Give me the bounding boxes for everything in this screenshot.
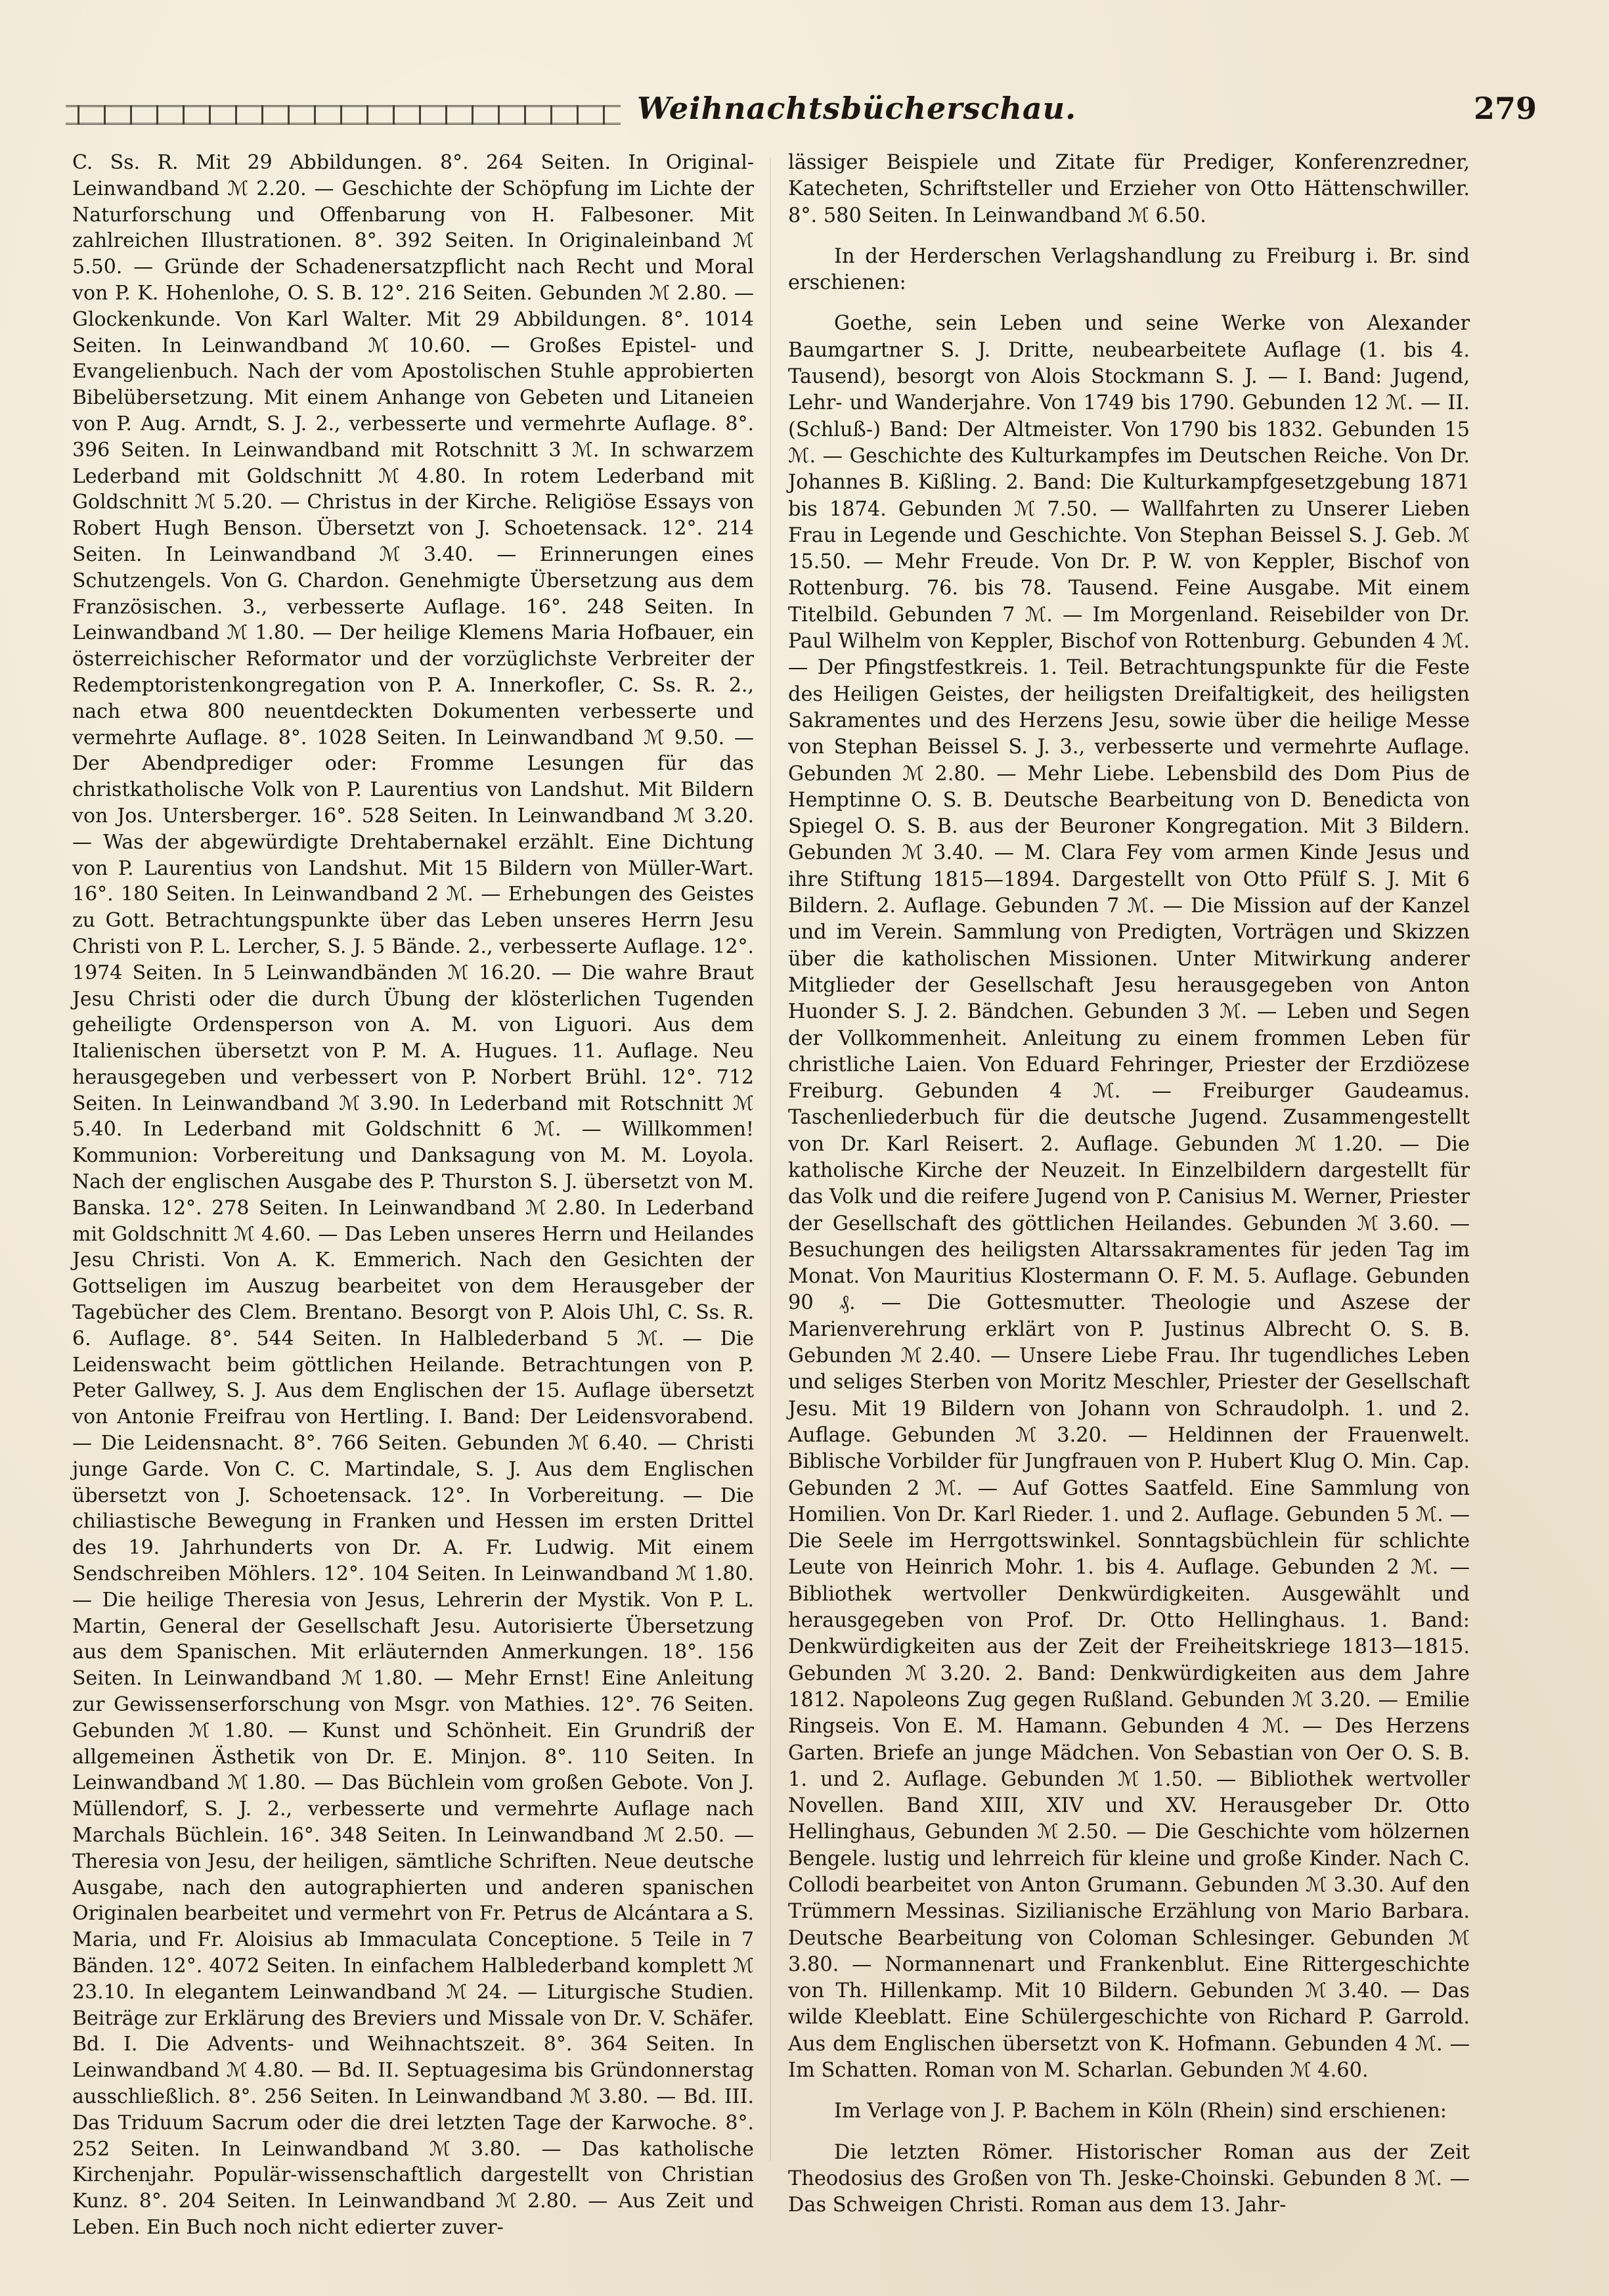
- right-paragraph: Goethe, sein Leben und seine Werke von Alexander Baumgartner S. J. Dritte, neubearbeitete Auflage (1. bis 4. Tausend), besorgt von Alois Stockmann S. J. — I. Band: Jugend, Lehr- und Wanderjahre. Von 1749 bis 1790. Gebunden 12 ℳ. — II. (Schluß-) Band: Der Altmeister. Von 1790 bis 1832. Gebunden 15 ℳ. — Geschichte des Kulturkampfes im Deutschen Reiche. Von Dr. Johannes B. Kißling. 2. Band: Die Kulturkampfgesetzgebung 1871 bis 1874. Gebunden ℳ 7.50. — Wallfahrten zu Unserer Lieben Frau in Legende und Geschichte. Von Stephan Beissel S. J. Geb. ℳ 15.50. — Mehr Freude. Von Dr. P. W. von Keppler, Bischof von Rottenburg. 76. bis 78. Tausend. Feine Ausgabe. Mit einem Titelbild. Gebunden 7 ℳ. — Im Morgenland. Reisebilder von Dr. Paul Wilhelm von Keppler, Bischof von Rottenburg. Gebunden 4 ℳ. — Der Pfingstfestkreis. 1. Teil. Betrachtungspunkte für die Feste des Heiligen Geistes, der heiligsten Dreifaltigkeit, des heiligsten Sakramentes und des Herzens Jesu, sowie über die heilige Messe von Stephan Beissel S. J. 3., verbesserte und vermehrte Auflage. Gebunden ℳ 2.80. — Mehr Liebe. Lebensbild des Dom Pius de Hemptinne O. S. B. Deutsche Bearbeitung von D. Benedicta von Spiegel O. S. B. aus der Beuroner Kongregation. Mit 3 Bildern. Gebunden ℳ 3.40. — M. Clara Fey vom armen Kinde Jesus und ihre Stiftung 1815—1894. Dargestellt von Otto Pfülf S. J. Mit 6 Bildern. 2. Auflage. Gebunden 7 ℳ. — Die Mission auf der Kanzel und im Verein. Sammlung von Predigten, Vorträgen und Skizzen über die katholischen Missionen. Unter Mitwirkung anderer Mitglieder der Gesellschaft Jesu herausgegeben von Anton Huonder S. J. 2. Bändchen. Gebunden 3 ℳ. — Leben und Segen der Vollkommenheit. Anleitung zu einem frommen Leben für christliche Laien. Von Eduard Fehringer, Priester der Erzdiözese Freiburg. Gebunden 4 ℳ. — Freiburger Gaudeamus. Taschenliederbuch für die deutsche Jugend. Zusammengestellt von Dr. Karl Reisert. 2. Auflage. Gebunden ℳ 1.20. — Die katholische Kirche der Neuzeit. In Einzelbildern dargestellt für das Volk und die reifere Jugend von P. Canisius M. Werner, Priester der Gesellschaft des göttlichen Heilandes. Gebunden ℳ 3.60. — Besuchungen des heiligsten Altarssakramentes für jeden Tag im Monat. Von Mauritius Klostermann O. F. M. 5. Auflage. Gebunden 90 ₰. — Die Gottesmutter. Theologie und Aszese der Marienverehrung erklärt von P. Justinus Albrecht O. S. B. Gebunden ℳ 2.40. — Unsere Liebe Frau. Ihr tugendliches Leben und seliges Sterben von Moritz Meschler, Priester der Gesellschaft Jesu. Mit 19 Bildern von Johann von Schraudolph. 1. und 2. Auflage. Gebunden ℳ 3.20. — Heldinnen der Frauenwelt. Biblische Vorbilder für Jungfrauen von P. Hubert Klug O. Min. Cap. Gebunden 2 ℳ. — Auf Gottes Saatfeld. Eine Sammlung von Homilien. Von Dr. Karl Rieder. 1. und 2. Auflage. Gebunden 5 ℳ. — Die Seele im Herrgottswinkel. Sonntagsbüchlein für schlichte Leute von Heinrich Mohr. 1. bis 4. Auflage. Gebunden 2 ℳ. — Bibliothek wertvoller Denkwürdigkeiten. Ausgewählt und herausgegeben von Prof. Dr. Otto Hellinghaus. 1. Band: Denkwürdigkeiten aus der Zeit der Freiheitskriege 1813—1815. Gebunden ℳ 3.20. 2. Band: Denkwürdigkeiten aus dem Jahre 1812. Napoleons Zug gegen Rußland. Gebunden ℳ 3.20. — Emilie Ringseis. Von E. M. Hamann. Gebunden 4 ℳ. — Des Herzens Garten. Briefe an junge Mädchen. Von Sebastian von Oer O. S. B. 1. und 2. Auflage. Gebunden ℳ 1.50. — Bibliothek wertvoller Novellen. Band XIII, XIV und XV. Herausgeber Dr. Otto Hellinghaus, Gebunden ℳ 2.50. — Die Geschichte vom hölzernen Bengele. lustig und lehrreich für kleine und große Kinder. Nach C. Collodi bearbeitet von Anton Grumann. Gebunden ℳ 3.30. Auf den Trümmern Messinas. Sizilianische Erzählung von Mario Barbara. Deutsche Bearbeitung von Coloman Schlesinger. Gebunden ℳ 3.80. — Normannenart und Frankenblut. Eine Rittergeschichte von Th. Hillenkamp. Mit 10 Bildern. Gebunden ℳ 3.40. — Das wilde Kleeblatt. Eine Schülergeschichte von Richard P. Garrold. Aus dem Englischen übersetzt von K. Hofmann. Gebunden 4 ℳ. — Im Schatten. Roman von M. Scharlan. Gebunden ℳ 4.60.: [788, 312, 1470, 2083]
- page-header: [66, 91, 1537, 137]
- right-paragraph: Die letzten Römer. Historischer Roman aus der Zeit Theodosius des Großen von Th. Jeske-Choinski. Gebunden 8 ℳ. — Das Schweigen Christi. Roman aus dem 13. Jahr-: [788, 2140, 1470, 2217]
- left-paragraph: C. Ss. R. Mit 29 Abbildungen. 8°. 264 Seiten. In Original-Leinwandband ℳ 2.20. — Geschichte der Schöpfung im Lichte der Naturforschung und Offenbarung von H. Falbesoner. Mit zahlreichen Illustrationen. 8°. 392 Seiten. In Originaleinband ℳ 5.50. — Gründe der Schadenersatzpflicht nach Recht und Moral von P. K. Hohenlohe, O. S. B. 12°. 216 Seiten. Gebunden ℳ 2.80. — Glockenkunde. Von Karl Walter. Mit 29 Abbildungen. 8°. 1014 Seiten. In Leinwandband ℳ 10.60. — Großes Epistel- und Evangelienbuch. Nach der vom Apostolischen Stuhle approbierten Bibelübersetzung. Mit einem Anhange von Gebeten und Litaneien von P. Aug. Arndt, S. J. 2., verbesserte und vermehrte Auflage. 8°. 396 Seiten. In Leinwandband mit Rotschnitt 3 ℳ. In schwarzem Lederband mit Goldschnitt ℳ 4.80. In rotem Lederband mit Goldschnitt ℳ 5.20. — Christus in der Kirche. Religiöse Essays von Robert Hugh Benson. Übersetzt von J. Schoetensack. 12°. 214 Seiten. In Leinwandband ℳ 3.40. — Erinnerungen eines Schutzengels. Von G. Chardon. Genehmigte Übersetzung aus dem Französischen. 3., verbesserte Auflage. 16°. 248 Seiten. In Leinwandband ℳ 1.80. — Der heilige Klemens Maria Hofbauer, ein österreichischer Reformator und der vorzüglichste Verbreiter der Redemptoristenkongregation von P. A. Innerkofler, C. Ss. R. 2., nach etwa 800 neuentdeckten Dokumenten verbesserte und vermehrte Auflage. 8°. 1028 Seiten. In Leinwandband ℳ 9.50. — Der Abendprediger oder: Fromme Lesungen für das christkatholische Volk von P. Laurentius von Landshut. Mit Bildern von Jos. Untersberger. 16°. 528 Seiten. In Leinwandband ℳ 3.20. — Was der abgewürdigte Drehtabernakel erzählt. Eine Dichtung von P. Laurentius von Landshut. Mit 15 Bildern von Müller-Wart. 16°. 180 Seiten. In Leinwandband 2 ℳ. — Erhebungen des Geistes zu Gott. Betrachtungspunkte über das Leben unseres Herrn Jesu Christi von P. L. Lercher, S. J. 5 Bände. 2., verbesserte Auflage. 12°. 1974 Seiten. In 5 Leinwandbänden ℳ 16.20. — Die wahre Braut Jesu Christi oder die durch Übung der klösterlichen Tugenden geheiligte Ordensperson von A. M. von Liguori. Aus dem Italienischen übersetzt von P. M. A. Hugues. 11. Auflage. Neu herausgegeben und verbessert von P. Norbert Brühl. 12°. 712 Seiten. In Leinwandband ℳ 3.90. In Lederband mit Rotschnitt ℳ 5.40. In Lederband mit Goldschnitt 6 ℳ. — Willkommen! Kommunion: Vorbereitung und Danksagung von M. M. Loyola. Nach der englischen Ausgabe des P. Thurston S. J. übersetzt von M. Banska. 12°. 278 Seiten. In Leinwandband ℳ 2.80. In Lederband mit Goldschnitt ℳ 4.60. — Das Leben unseres Herrn und Heilandes Jesu Christi. Von A. K. Emmerich. Nach den Gesichten der Gottseligen im Auszug bearbeitet von dem Herausgeber der Tagebücher des Clem. Brentano. Besorgt von P. Alois Uhl, C. Ss. R. 6. Auflage. 8°. 544 Seiten. In Halblederband 5 ℳ. — Die Leidenswacht beim göttlichen Heilande. Betrachtungen von P. Peter Gallwey, S. J. Aus dem Englischen der 15. Auflage übersetzt von Antonie Freifrau von Hertling. I. Band: Der Leidensvorabend. — Die Leidensnacht. 8°. 766 Seiten. Gebunden ℳ 6.40. — Christi junge Garde. Von C. C. Martindale, S. J. Aus dem Englischen übersetzt von J. Schoetensack. 12°. In Vorbereitung. — Die chiliastische Bewegung in Franken und Hessen im ersten Drittel des 19. Jahrhunderts von Dr. A. Fr. Ludwig. Mit einem Sendschreiben Möhlers. 12°. 104 Seiten. In Leinwandband ℳ 1.80. — Die heilige Theresia von Jesus, Lehrerin der Mystik. Von P. L. Martin, General der Gesellschaft Jesu. Autorisierte Übersetzung aus dem Spanischen. Mit erläuternden Anmerkungen. 18°. 156 Seiten. In Leinwandband ℳ 1.80. — Mehr Ernst! Eine Anleitung zur Gewissenserforschung von Msgr. von Mathies. 12°. 76 Seiten. Gebunden ℳ 1.80. — Kunst und Schönheit. Ein Grundriß der allgemeinen Ästhetik von Dr. E. Minjon. 8°. 110 Seiten. In Leinwandband ℳ 1.80. — Das Büchlein vom großen Gebote. Von J. Müllendorf, S. J. 2., verbesserte und vermehrte Auflage nach Marchals Büchlein. 16°. 348 Seiten. In Leinwandband ℳ 2.50. — Theresia von Jesu, der heiligen, sämtliche Schriften. Neue deutsche Ausgabe, nach den autographierten und anderen spanischen Originalen bearbeitet und vermehrt von Fr. Petrus de Alcántara a S. Maria, und Fr. Aloisius ab Immaculata Conceptione. 5 Teile in 7 Bänden. 12°. 4072 Seiten. In einfachem Halblederband komplett ℳ 23.10. In elegantem Leinwandband ℳ 24. — Liturgische Studien. Beiträge zur Erklärung des Breviers und Missale von Dr. V. Schäfer. Bd. I. Die Advents- und Weihnachtszeit. 8°. 364 Seiten. In Leinwandband ℳ 4.80. — Bd. II. Septuagesima bis Gründonnerstag ausschließlich. 8°. 256 Seiten. In Leinwandband ℳ 3.80. — Bd. III. Das Triduum Sacrum oder die drei letzten Tage der Karwoche. 8°. 252 Seiten. In Leinwandband ℳ 3.80. — Das katholische Kirchenjahr. Populär-wissenschaftlich dargestellt von Christian Kunz. 8°. 204 Seiten. In Leinwandband ℳ 2.80. — Aus Zeit und Leben. Ein Buch noch nicht edierter zuver-: [72, 151, 754, 2239]
- page-number: 279: [1473, 91, 1537, 126]
- header-ornament: [66, 105, 621, 125]
- publisher-intro: In der Herderschen Verlagshandlung zu Freiburg i. Br. sind erschienen:: [788, 244, 1470, 295]
- running-title: Weihnachtsbücherschau.: [637, 91, 1077, 126]
- right-paragraph: lässiger Beispiele und Zitate für Prediger, Konferenzredner, Katecheten, Schriftsteller und Erzieher von Otto Hättenschwiller. 8°. 580 Seiten. In Leinwandband ℳ 6.50.: [788, 151, 1470, 227]
- column-divider: [770, 158, 771, 2161]
- right-column: [788, 150, 1470, 2219]
- left-column: [72, 150, 754, 2241]
- publisher-intro: Im Verlage von J. P. Bachem in Köln (Rhein) sind erschienen:: [834, 2100, 1447, 2123]
